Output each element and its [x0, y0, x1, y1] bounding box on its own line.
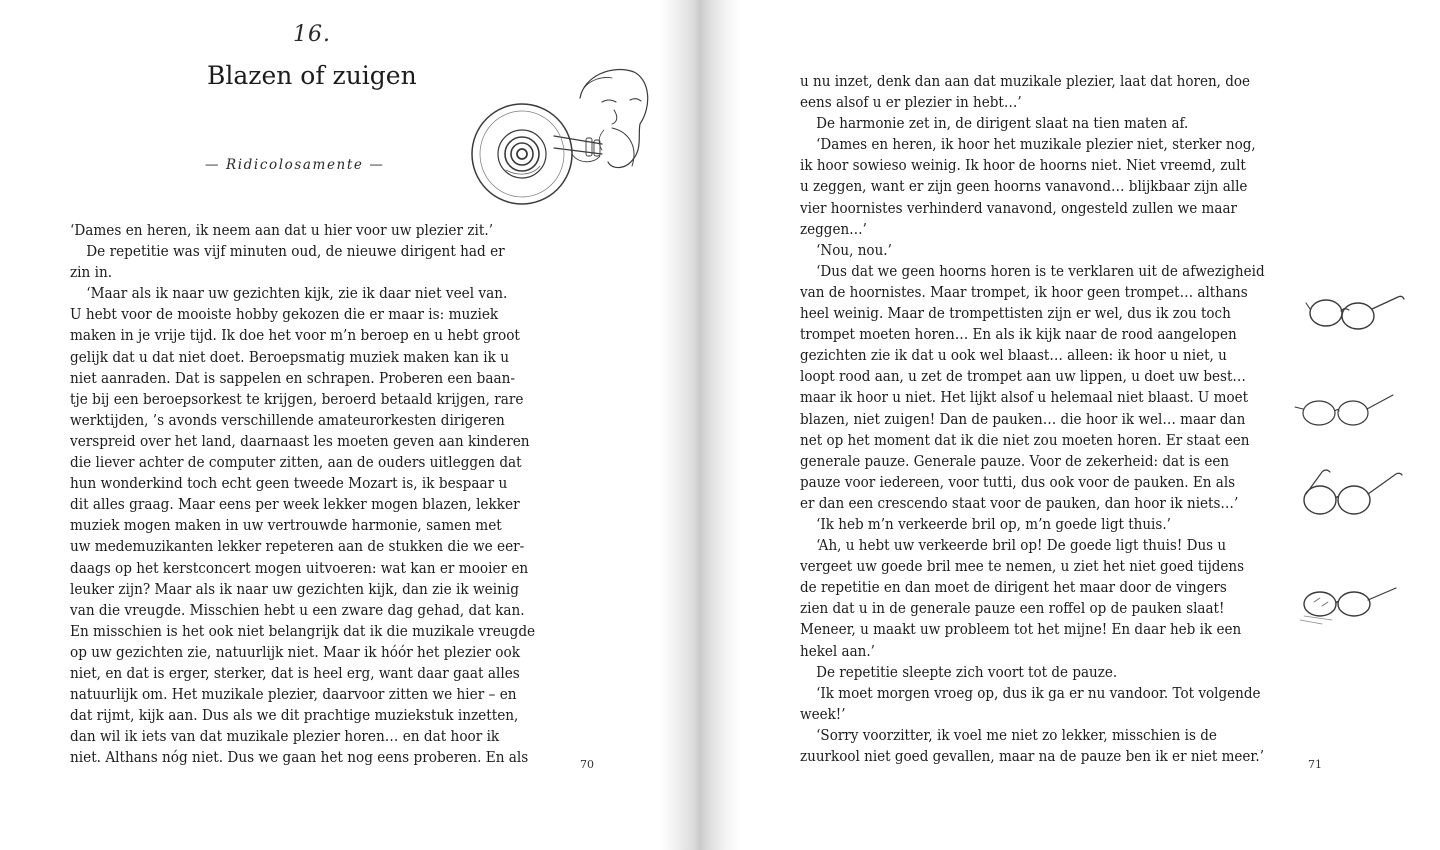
text-line: dan wil ik iets van dat muzikale plezier horen… en dat hoor ik — [70, 727, 500, 746]
text-line: ‘Nou, nou.’ — [816, 240, 892, 259]
text-line: blazen, niet zuigen! Dan de pauken… die hoor ik wel… maar dan — [800, 409, 1246, 428]
text-line: zeggen…’ — [800, 219, 867, 238]
text-line: ‘Sorry voorzitter, ik voel me niet zo lekker, misschien is de — [816, 725, 1217, 744]
text-line: ‘Ah, u hebt uw verkeerde bril op! De goede ligt thuis! Dus u — [816, 536, 1227, 555]
text-line: ‘Dus dat we geen hoorns horen is te verklaren uit de afwezigheid — [816, 261, 1265, 280]
text-line: niet. Althans nóg niet. Dus we gaan het nog eens proberen. En als — [70, 748, 529, 767]
chapter-number: 16. — [293, 22, 331, 47]
glasses-sketch-icon — [1292, 570, 1402, 630]
text-line: ‘Ik heb m’n verkeerde bril op, m’n goede ligt thuis.’ — [816, 514, 1171, 533]
glasses-sketch-icon — [1291, 379, 1401, 439]
text-line: die liever achter de computer zitten, aan de ouders uitleggen dat — [70, 453, 522, 472]
text-line: U hebt voor de mooiste hobby gekozen die er maar is: muziek — [70, 305, 499, 324]
text-line: van die vreugde. Misschien hebt u een zware dag gehad, dat kan. — [70, 600, 525, 619]
text-line: de repetitie en dan moet de dirigent het maar door de vingers — [800, 578, 1227, 597]
text-line: De repetitie was vijf minuten oud, de nieuwe dirigent had er — [86, 242, 505, 261]
text-line: niet aanraden. Dat is sappelen en schrapen. Proberen een baan- — [70, 368, 516, 387]
text-line: ‘Dames en heren, ik hoor het muzikale plezier niet, sterker nog, — [816, 135, 1256, 154]
text-line: En misschien is het ook niet belangrijk dat ik die muzikale vreugde — [70, 621, 536, 640]
text-line: eens alsof u er plezier in hebt…’ — [800, 93, 1022, 112]
text-line: vergeet uw goede bril mee te nemen, u ziet het niet goed tijdens — [800, 557, 1245, 576]
right-body-text — [800, 71, 1319, 767]
text-line: niet, en dat is erger, sterker, dat is heel erg, want daar gaat alles — [70, 663, 520, 682]
text-line: tje bij een beroepsorkest te krijgen, beroerd betaald krijgen, rare — [70, 389, 524, 408]
text-line: generale pauze. Generale pauze. Voor de zekerheid: dat is een — [800, 451, 1230, 470]
text-line: u zeggen, want er zijn geen hoorns vanavond… blijkbaar zijn alle — [800, 177, 1248, 196]
text-line: ik hoor sowieso weinig. Ik hoor de hoorns niet. Niet vreemd, zult — [800, 156, 1246, 175]
text-line: maar ik hoor u niet. Het lijkt alsof u helemaal niet blaast. U moet — [800, 388, 1249, 407]
left-page — [0, 0, 690, 850]
text-line: maken in je vrije tijd. Ik doe het voor m’n beroep en u hebt groot — [70, 326, 520, 345]
text-line: gezichten zie ik dat u ook wel blaast… alleen: ik hoor u niet, u — [800, 346, 1227, 365]
text-line: Meneer, u maakt uw probleem tot het mijne! En daar heb ik een — [800, 620, 1242, 639]
text-line: gelijk dat u dat niet doet. Beroepsmatig muziek maken kan ik u — [70, 347, 510, 366]
text-line: er dan een crescendo staat voor de pauken, dan hoor ik niets…’ — [800, 493, 1239, 512]
text-line: zien dat u in de generale pauze een roffel op de pauken slaat! — [800, 599, 1225, 618]
text-line: dit alles graag. Maar eens per week lekker mogen blazen, lekker — [70, 495, 520, 514]
page-number: 70 — [580, 758, 594, 771]
text-line: daags op het kerstconcert mogen uitvoeren: wat kan er mooier en — [70, 558, 529, 577]
text-line: natuurlijk om. Het muzikale plezier, daarvoor zitten we hier – en — [70, 685, 517, 704]
text-line: pauze voor iedereen, voor tutti, dus ook voor de pauken. En als — [800, 472, 1236, 491]
text-line: trompet moeten horen… En als ik kijk naar de rood aangelopen — [800, 325, 1237, 344]
text-line: heel weinig. Maar de trompettisten zijn er wel, dus ik zou toch — [800, 304, 1231, 323]
text-line: week!’ — [800, 704, 846, 723]
text-line: u nu inzet, denk dan aan dat muzikale plezier, laat dat horen, doe — [800, 72, 1251, 90]
text-line: leuker zijn? Maar als ik naar uw gezichten kijk, dan zie ik weinig — [70, 579, 519, 598]
trumpet-player-sketch-icon — [462, 58, 652, 208]
text-line: uw medemuzikanten lekker repeteren aan de stukken die we eer- — [70, 537, 525, 556]
text-line: zin in. — [70, 263, 113, 282]
glasses-sketch-icon — [1302, 283, 1412, 343]
text-line: vier hoornistes verhinderd vanavond, ongesteld zullen we maar — [800, 198, 1237, 217]
text-line: net op het moment dat ik die niet zou moeten horen. Er staat een — [800, 430, 1250, 449]
text-line: ‘Ik moet morgen vroeg op, dus ik ga er nu vandoor. Tot volgende — [816, 683, 1261, 702]
glasses-sketch-icon — [1298, 464, 1408, 524]
text-line: werktijden, ’s avonds verschillende amateurorkesten dirigeren — [70, 410, 505, 429]
text-line: zuurkool niet goed gevallen, maar na de pauze ben ik er niet meer.’ — [800, 747, 1265, 765]
chapter-title: Blazen of zuigen — [207, 61, 417, 90]
text-line: hekel aan.’ — [800, 641, 875, 660]
text-line: van de hoornistes. Maar trompet, ik hoor geen trompet… althans — [800, 282, 1248, 301]
text-line: ‘Maar als ik naar uw gezichten kijk, zie ik daar niet veel van. — [86, 284, 508, 303]
text-line: De repetitie sleepte zich voort tot de pauze. — [816, 662, 1118, 681]
text-line: hun wonderkind toch echt geen tweede Mozart is, ik bespaar u — [70, 474, 508, 493]
page-number: 71 — [1308, 758, 1322, 771]
tempo-marking: — Ridicolosamente — — [205, 157, 385, 173]
text-line: De harmonie zet in, de dirigent slaat na tien maten af. — [816, 114, 1189, 133]
text-line: dat rijmt, kijk aan. Dus als we dit prachtige muziekstuk inzetten, — [70, 706, 519, 725]
text-line: muziek mogen maken in uw vertrouwde harmonie, samen met — [70, 516, 502, 535]
text-line: verspreid over het land, daarnaast les moeten geven aan kinderen — [70, 431, 530, 450]
left-body-text — [70, 220, 585, 768]
text-line: loopt rood aan, u zet de trompet aan uw lippen, u doet uw best… — [800, 367, 1246, 386]
text-line: op uw gezichten zie, natuurlijk niet. Maar ik hóór het plezier ook — [70, 642, 520, 661]
text-line: ‘Dames en heren, ik neem aan dat u hier voor uw plezier zit.’ — [70, 221, 494, 239]
